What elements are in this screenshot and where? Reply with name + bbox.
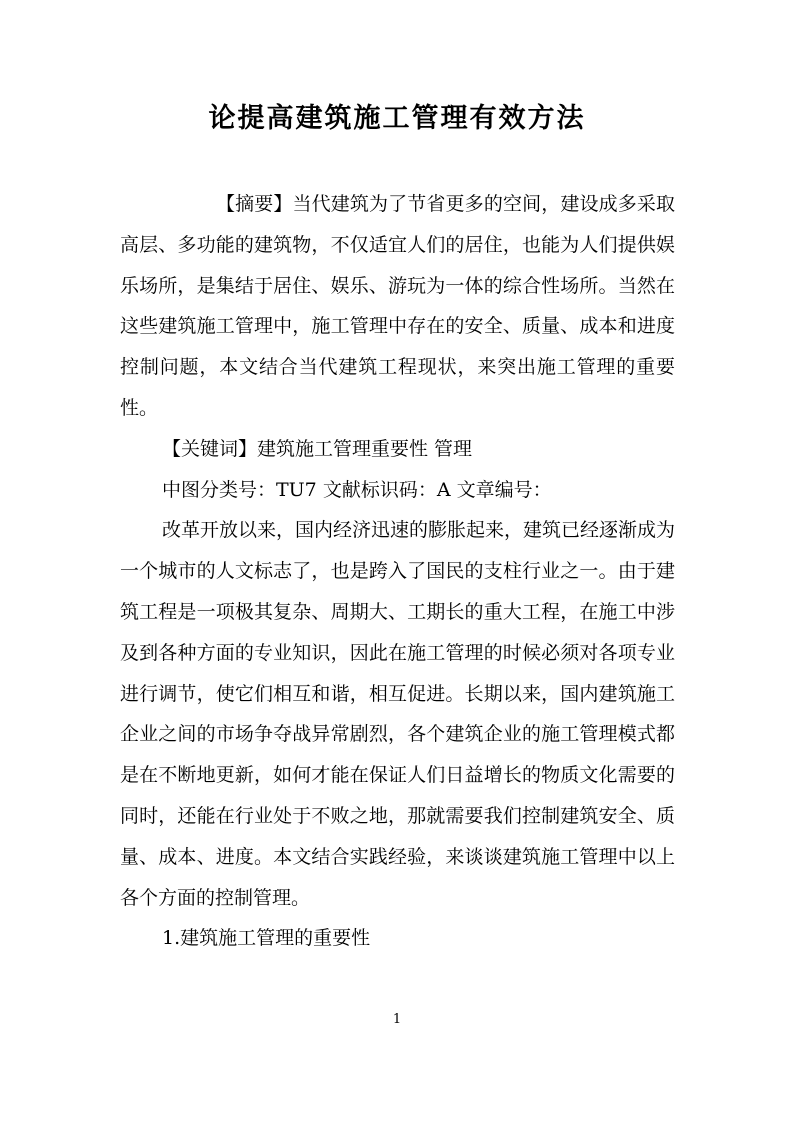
document-body <box>120 184 675 959</box>
page-number: 1 <box>392 1012 402 1027</box>
classification-line: 中图分类号：TU7 文献标识码：A 文章编号： <box>162 478 552 501</box>
body-paragraph: 改革开放以来，国内经济迅速的膨胀起来，建筑已经逐渐成为一个城市的人文标志了，也是跨入了国民的支柱行业之一。由于建筑工程是一项极其复杂、周期大、工期长的重大工程，在施工中涉及到各种方面的专业知识，因此在施工管理的时候必须对各项专业进行调节，使它们相互和谐，相互促进。长期以来，国内建筑施工企业之间的市场争夺战异常剧烈，各个建筑企业的施工管理模式都是在不断地更新，如何才能在保证人们日益增长的物质文化需要的同时，还能在行业处于不败之地，那就需要我们控制建筑安全、质量、成本、进度。本文结合实践经验，来谈谈建筑施工管理中以上各个方面的控制管理。 <box>120 519 676 909</box>
section-heading: 1.建筑施工管理的重要性 <box>162 927 371 950</box>
abstract-paragraph: 【摘要】当代建筑为了节省更多的空间，建设成多采取高层、多功能的建筑物，不仅适宜人们的居住，也能为人们提供娱乐场所，是集结于居住、娱乐、游玩为一体的综合性场所。当然在这些建筑施工管理中，施工管理中存在的安全、质量、成本和进度控制问题，本文结合当代建筑工程现状，来突出施工管理的重要性。 <box>120 193 675 419</box>
document-title: 论提高建筑施工管理有效方法 <box>208 103 586 134</box>
keywords-line: 【关键词】建筑施工管理重要性 管理 <box>162 437 473 460</box>
